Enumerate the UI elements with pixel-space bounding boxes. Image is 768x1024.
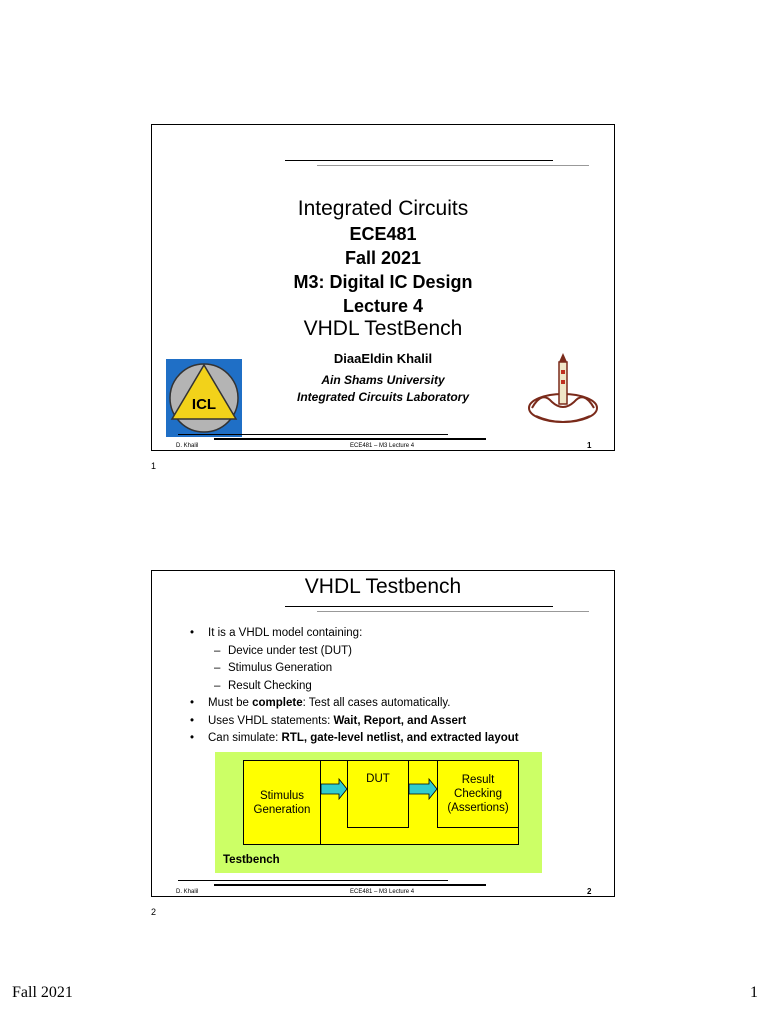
page-footer-term: Fall 2021 xyxy=(12,984,73,1001)
result-checking-block: Result Checking (Assertions) xyxy=(437,760,519,828)
course-code: ECE481 xyxy=(349,224,417,244)
footer-rule-thick xyxy=(214,884,486,886)
module: M3: Digital IC Design xyxy=(293,272,473,292)
footer-author: D. Khalil xyxy=(176,889,199,895)
stimulus-generation-block: Stimulus Generation xyxy=(243,760,321,845)
title-rule-shadow xyxy=(317,611,589,612)
topic-title: VHDL TestBench xyxy=(303,317,463,340)
university: Ain Shams University xyxy=(321,373,445,387)
footer-course: ECE481 – M3 Lecture 4 xyxy=(350,443,415,449)
icl-logo-text: ICL xyxy=(191,396,217,413)
slide-1-label: 1 xyxy=(151,461,157,471)
footer-slide-number: 2 xyxy=(587,887,592,896)
bullet-item: • It is a VHDL model containing: xyxy=(188,625,608,643)
footer-slide-number: 1 xyxy=(587,441,592,450)
footer-rule-thick xyxy=(214,438,486,440)
title-rule-shadow xyxy=(317,165,589,166)
arrow-right-icon xyxy=(321,779,347,799)
sub-bullet-item: – Result Checking xyxy=(188,678,608,696)
arrow-right-icon xyxy=(409,779,437,799)
author-name: DiaaEldin Khalil xyxy=(333,351,433,366)
bullet-item: • Must be complete: Test all cases automatically. xyxy=(188,695,608,713)
dut-block: DUT xyxy=(347,760,409,828)
testbench-diagram xyxy=(215,752,542,873)
footer-course: ECE481 – M3 Lecture 4 xyxy=(350,889,415,895)
laboratory: Integrated Circuits Laboratory xyxy=(296,390,470,404)
slide-title: Integrated Circuits xyxy=(297,197,469,220)
slide-title: VHDL Testbench xyxy=(304,575,462,598)
lecture: Lecture 4 xyxy=(342,296,424,316)
slide-2 xyxy=(151,570,615,897)
page-number: 1 xyxy=(750,984,758,1001)
term: Fall 2021 xyxy=(344,248,422,268)
title-rule xyxy=(285,160,553,161)
sub-bullet-item: – Stimulus Generation xyxy=(188,660,608,678)
title-rule xyxy=(285,606,553,607)
bullet-list xyxy=(188,625,608,748)
testbench-label: Testbench xyxy=(223,854,280,866)
slide-1 xyxy=(151,124,615,451)
slide-2-label: 2 xyxy=(151,907,157,917)
ain-shams-university-logo xyxy=(522,350,604,428)
icl-logo xyxy=(166,359,242,437)
sub-bullet-item: – Device under test (DUT) xyxy=(188,643,608,661)
footer-rule xyxy=(178,880,448,881)
bullet-item: • Uses VHDL statements: Wait, Report, and Assert xyxy=(188,713,608,731)
bullet-item: • Can simulate: RTL, gate-level netlist, and extracted layout xyxy=(188,730,608,748)
footer-rule xyxy=(178,434,448,435)
footer-author: D. Khalil xyxy=(176,443,199,449)
